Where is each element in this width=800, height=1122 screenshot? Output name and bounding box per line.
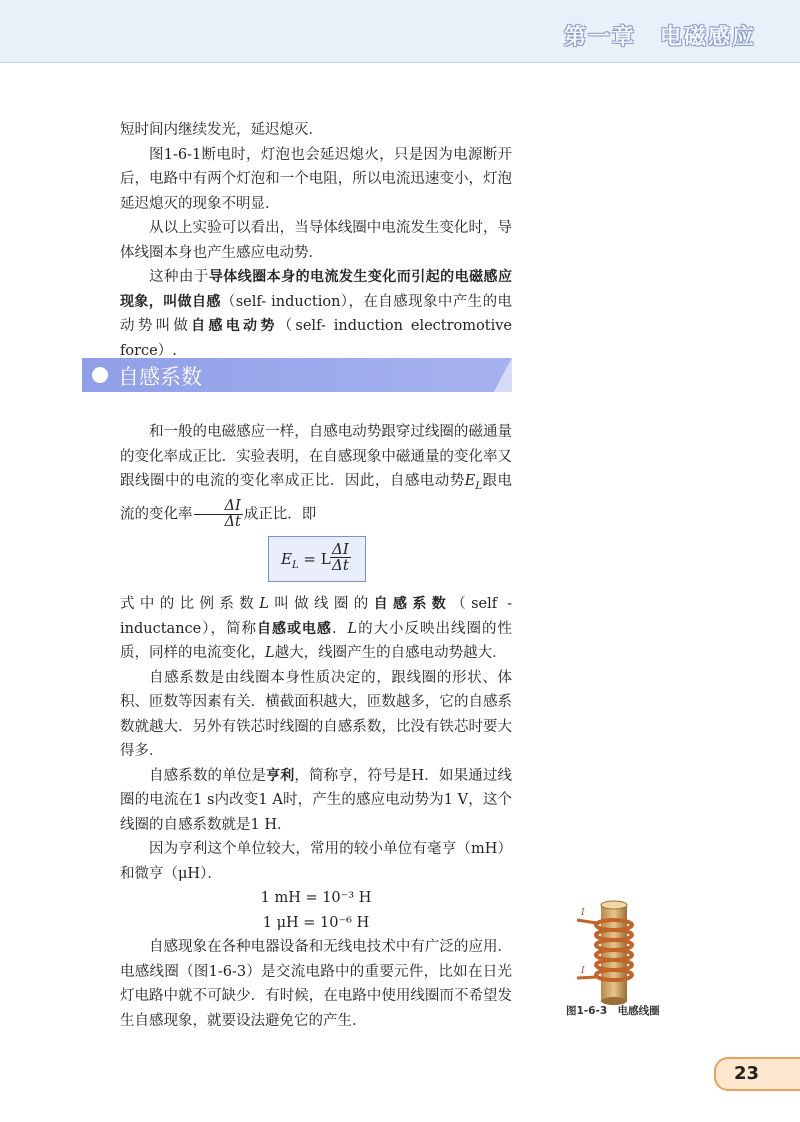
paragraph: 自感现象在各种电器设备和无线电技术中有广泛的应用．电感线圈（图1-6-3）是交流电路中的重要元件，比如在日光灯电路中就不可缺少．有时候，在电路中使用线圈而不希望发生自感现象，就要设法避免它的产生．	[120, 939, 512, 1029]
main-text-2	[120, 592, 512, 1033]
paragraph: 自感系数的单位是亨利，简称亨，符号是H．如果通过线圈的电流在1 s内改变1 A时，产生的感应电动势为1 V，这个线圈的自感系数就是1 H．	[120, 767, 513, 833]
chapter-header	[0, 0, 800, 63]
section-banner	[82, 358, 512, 392]
formula-box	[268, 536, 366, 582]
formula-lhs: $E_L = L$	[281, 550, 331, 571]
lead-label-bottom: I	[581, 966, 585, 976]
paragraph: 从以上实验可以看出，当导体线圈中电流发生变化时，导体线圈本身也产生感应电动势．	[120, 220, 512, 261]
term-inductance: 自感系数	[373, 596, 452, 612]
coil-illustration	[575, 895, 650, 1010]
definition-self-induction: 导体线圈本身的电流发生变化而引起的电磁感应现象，叫做自感	[120, 269, 513, 310]
page-number: 23	[734, 1063, 760, 1084]
term-inductance-short: 自感或电感	[256, 620, 332, 637]
formula-fraction: $\frac{\Delta I}{\Delta t}$	[332, 540, 349, 574]
paragraph: 图1-6-1断电时，灯泡也会延迟熄火，只是因为电源断开后，电路中有两个灯泡和一个电阻，所以电流迅速变小，灯泡延迟熄灭的现象不明显．	[120, 146, 512, 212]
figure-caption: 图1-6-3 电感线圈	[566, 1005, 660, 1017]
inductor-coil-figure	[575, 895, 650, 1010]
paragraph: 短时间内继续发光，延迟熄灭．	[120, 122, 323, 138]
paragraph: 式中的比例系数L叫做线圈的自感系数（self -inductance），简称自感或电感．L的大小反映出线圈的性质，同样的电流变化，L越大，线圈产生的自感电动势越大．	[120, 596, 513, 661]
lead-label-top: I	[581, 908, 585, 918]
page-number-tab	[714, 1057, 800, 1091]
intro-text	[120, 118, 512, 363]
paragraph: 自感系数是由线圈本身性质决定的，跟线圈的形状、体积、匝数等因素有关．横截面积越大，匝数越多，它的自感系数就越大．另外有铁芯时线圈的自感系数，比没有铁芯时要大得多．	[120, 669, 512, 759]
rate-fraction: $\frac{\Delta I}{\Delta t}$	[194, 499, 243, 530]
section-title: 自感系数	[118, 365, 202, 389]
paragraph: 和一般的电磁感应一样，自感电动势跟穿过线圈的磁通量的变化率成正比．实验表明，在自感现象中磁通量的变化率又跟线圈中的电流的变化率成正比．因此，自感电动势$E_L$跟电流的变化率 $\frac{\Delta I}{\Delta t}$ 成正比．即	[120, 424, 513, 531]
main-text-1	[120, 420, 512, 530]
unit-conversion-mh: 1 mH = 10⁻³ H	[260, 890, 372, 906]
unit-conversion-uh: 1 μH = 10⁻⁶ H	[262, 914, 370, 931]
bullet-icon	[92, 367, 108, 383]
paragraph: 因为亨利这个单位较大，常用的较小单位有毫亨（mH）和微亨（μH）．	[120, 841, 512, 882]
paragraph-definition: 这种由于导体线圈本身的电流发生变化而引起的电磁感应现象，叫做自感（self- induction），在自感现象中产生的电动势叫做自感电动势（self- induction electromotive force）.	[120, 269, 513, 359]
term-self-induced-emf: 自感电动势	[191, 318, 278, 334]
chapter-title: 第一章 电磁感应	[563, 25, 756, 50]
term-henry: 亨利	[266, 767, 295, 784]
